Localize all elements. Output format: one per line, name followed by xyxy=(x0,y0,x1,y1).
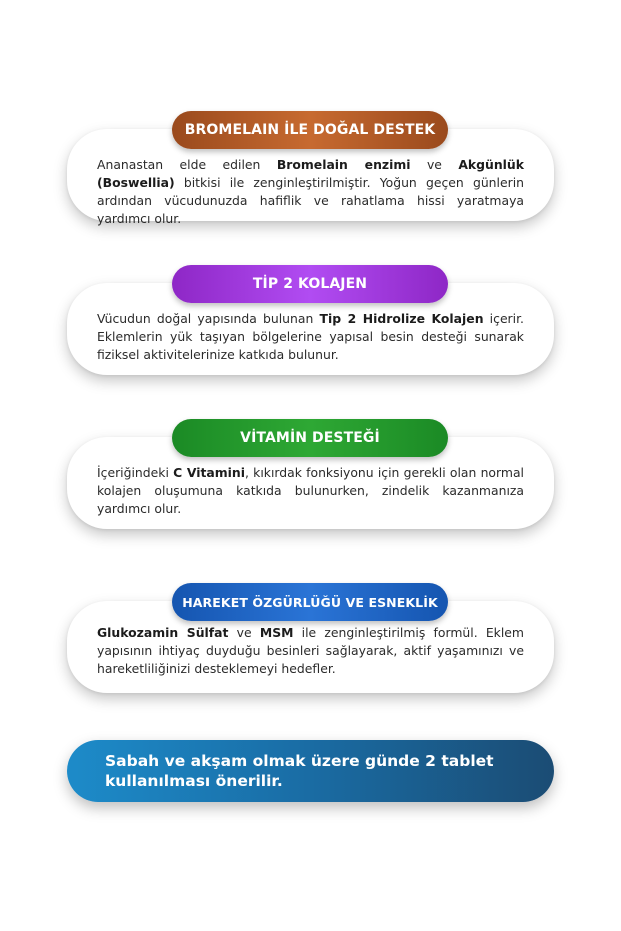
vitamin-title-pill xyxy=(172,419,448,457)
vitamin-description: İçeriğindeki C Vitamini, kıkırdak fonksiyonu için gerekli olan normal kolajen oluşumuna katkıda bulunurken, zindelik kazanmanıza yardımcı olur. xyxy=(97,465,524,516)
collagen-title: TİP 2 KOLAJEN xyxy=(252,276,368,292)
mobility-description: Glukozamin Sülfat ve MSM ile zenginleştirilmiş formül. Eklem yapısının ihtiyaç duyduğu besinleri sağlayarak, aktif yaşamınızı ve hareketliliğinizi desteklemeyi hedefler. xyxy=(97,625,524,676)
bromelain-title-pill xyxy=(172,111,448,149)
mobility-title-pill xyxy=(172,583,448,621)
usage-banner xyxy=(67,740,554,802)
bromelain-title: BROMELAIN İLE DOĞAL DESTEK xyxy=(184,122,436,138)
usage-text: Sabah ve akşam olmak üzere günde 2 tablet kullanılması önerilir. xyxy=(105,752,494,790)
mobility-title: HAREKET ÖZGÜRLÜĞÜ VE ESNEKLİK xyxy=(182,594,438,610)
collagen-description: Vücudun doğal yapısında bulunan Tip 2 Hidrolize Kolajen içerir. Eklemlerin yük taşıyan bölgelerine yapısal besin desteği sunarak fiziksel aktivitelerinize katkıda bulunur. xyxy=(97,311,524,362)
collagen-title-pill xyxy=(172,265,448,303)
vitamin-title: VİTAMİN DESTEĞİ xyxy=(240,430,380,446)
bromelain-description: Ananastan elde edilen Bromelain enzimi ve Akgünlük (Boswellia) bitkisi ile zenginleştirilmiştir. Yoğun geçen günlerin ardından vücudunuzda hafiflik ve rahatlama hissi yaratmaya yardımcı olur. xyxy=(97,157,524,226)
